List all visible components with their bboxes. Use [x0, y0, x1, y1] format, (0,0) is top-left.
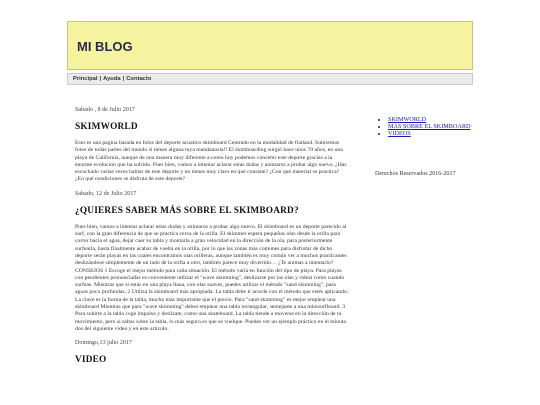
blog-header	[67, 21, 473, 70]
post-date: Sabado , 8 de Julio 2017	[75, 107, 135, 113]
post-title: VIDEO	[75, 355, 107, 366]
post-body: Esto es una pagina basada en fotos del deporte acuatico skimboard Centrado en la modalidad de flatland. Subiremos fotos de todas partes del mundo si tienes alguna tuya mandanosla!! El skimboarding surgió hace unos 70 años, en una playa de California, aunque de una manera muy diferente a como hoy podemos concebir este deporte gracias a la enorme evolución que ha sufrido. Pues bien, vamos a intentar aclarar estas dudas y animaros a probar algo nuevo. ¿Has escuchado varias veces hablar de este deporte y no tienes muy claro en qué consiste? ¿Con qué material se practica? ¿En qué condiciones se disfruta de este deporte?	[75, 140, 347, 183]
nav-separator: |	[99, 76, 102, 82]
page-header-wrap	[67, 21, 473, 85]
sidebar-link-list	[378, 117, 478, 137]
post-date: Domingo,13 julio 2017	[75, 340, 133, 347]
site-title: MI BLOG	[77, 39, 133, 54]
copyright-text: Derechos Reservados 2016-2017	[375, 171, 456, 177]
post-date: Sabado, 12 de Julio 2017	[75, 190, 137, 197]
nav-link-principal[interactable]: Principal	[73, 76, 98, 82]
nav-link-contacto[interactable]: Contacto	[126, 76, 152, 82]
post-title: ¿QUIERES SABER MÁS SOBRE EL SKIMBOARD?	[75, 205, 299, 216]
sidebar	[378, 117, 478, 137]
sidebar-link-videos[interactable]: VIDEOS	[388, 129, 411, 137]
post-skimworld	[75, 107, 349, 184]
post-mas-sobre-skimboard	[75, 191, 349, 333]
sidebar-link-mas-sobre[interactable]: MAS SOBRE EL SKIMBOARD	[388, 122, 471, 130]
nav-bar	[67, 73, 473, 85]
nav-separator: |	[122, 76, 125, 82]
post-body: Pues bien, vamos a intentar aclarar estas dudas y animaros a probar algo nuevo. El skimboard es un deporte parecido al surf, con la gran diferencia de que se practica cerca de la orilla. El skimmer espera pequeñas olas desde la orilla para correr hacia el agua, dejar caer su tabla y montarla a gran velocidad en la dirección de la ola, para posteriormente surfearla, hasta finalmente acabar de vuelta en la orilla, por lo que las zonas más comunes para disfrutar de dicho deporte serán playas en las cuales encontramos olas orilleras, aunque también es muy común ver a muchos practicantes deslizándose simplemente de un lado de la orilla a otro, también parece muy divertido… ¿Te animas a intentarlo? CONSEJOS 1 Escoge el mejor método para cada situación. El método varía en función del tipo de playa. Para playas con pendientes pronunciadas es conveniente utilizar el "wave skimming", deslizarse por las olas y rideat como cuando surfeas. Mientras que si estás en una playa llana, con olas suaves, puedes utilizar el método "sand skimming", para aguas poco profundas. 2 Utiliza la skimboard más apropiada. La tabla debe ir acorde con el método que estés aplicando. La clave es la forma de la tabla, mucho más importante que el precio. Para "sand skimming" es mejor emplear una skimboard Mientras que para "wave skimming" debes emplear una tabla rectangular, semejante a una minisurfboard. 3 Para subirte a la tabla coge impulso y deslízate, como una skateboard. La tabla tiende a moverse en la dirección de tu movimiento, pero si saltas sobre la tabla, lo más seguro es que se vuelque. Puedes ver un ejemplo práctico en el minuto dos del siguiente video y en este artículo.	[75, 223, 349, 332]
posts-column	[75, 107, 349, 373]
sidebar-link-skimworld[interactable]: SKIMWORLD	[388, 116, 427, 123]
nav-link-ayuda[interactable]: Ayuda	[103, 76, 121, 82]
sidebar-item	[388, 131, 478, 138]
post-title: SKIMWORLD	[75, 122, 138, 132]
post-video	[75, 340, 349, 365]
